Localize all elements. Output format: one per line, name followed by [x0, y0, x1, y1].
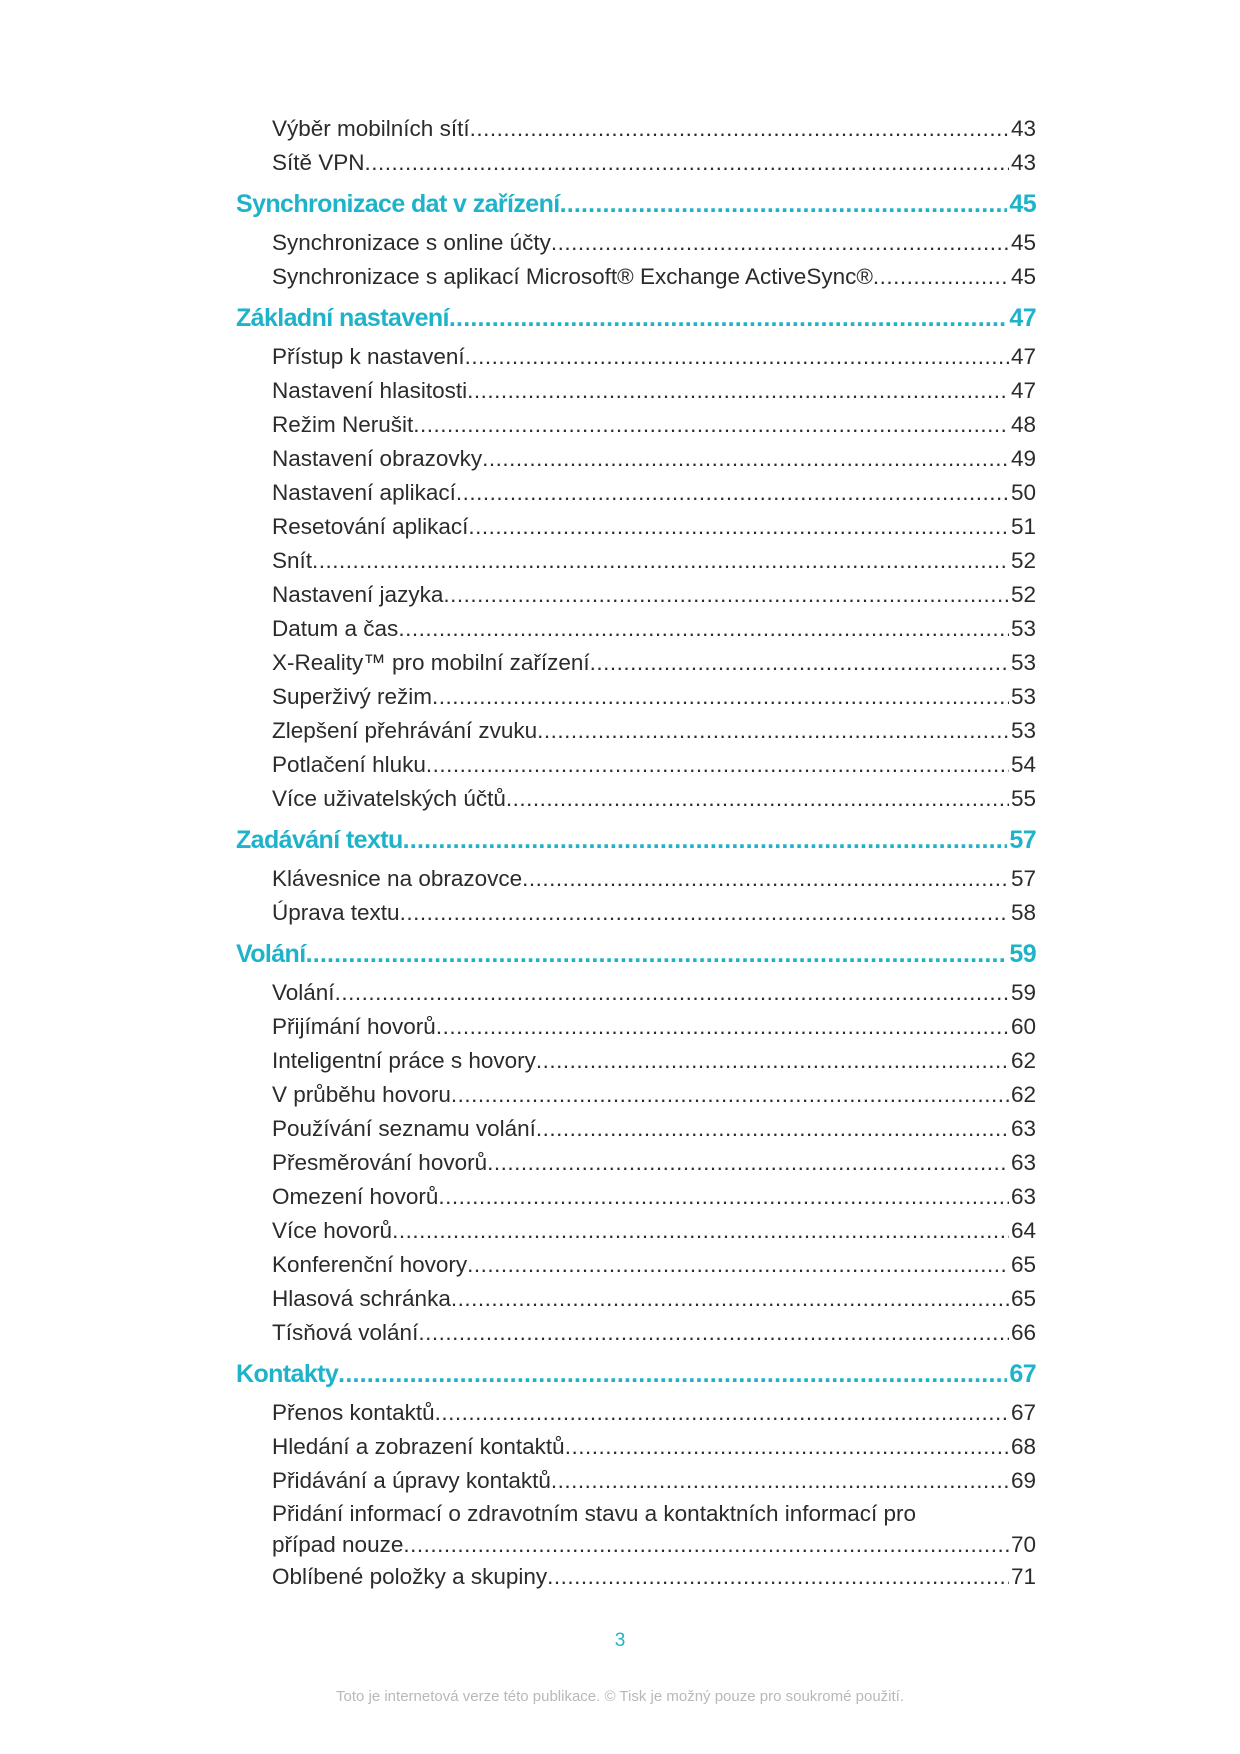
toc-entry-title: Více uživatelských účtů	[272, 786, 506, 811]
toc-entry-title: X-Reality™ pro mobilní zařízení	[272, 650, 590, 675]
toc-entry-page: 52	[1010, 582, 1036, 607]
toc-leader	[438, 1180, 1009, 1214]
toc-entry[interactable]	[272, 782, 1036, 816]
toc-entry-title: Hlasová schránka	[272, 1286, 451, 1311]
toc-entry-title: Hledání a zobrazení kontaktů	[272, 1434, 565, 1459]
toc-leader	[365, 146, 1009, 180]
toc-entry[interactable]	[272, 896, 1036, 930]
toc-leader	[392, 1214, 1009, 1248]
toc-section-title: Základní nastavení	[236, 304, 449, 332]
toc-entry[interactable]	[272, 112, 1036, 146]
toc-entry[interactable]	[272, 646, 1036, 680]
toc-entry-page: 63	[1010, 1150, 1036, 1175]
toc-leader	[451, 1282, 1009, 1316]
toc-entry-title-line1: Přidání informací o zdravotním stavu a kontaktních informací pro	[272, 1501, 917, 1526]
toc-leader	[312, 544, 1009, 578]
toc-entry-page: 54	[1010, 752, 1036, 777]
toc-entry[interactable]	[272, 612, 1036, 646]
toc-entry[interactable]	[272, 544, 1036, 578]
toc-entry-title: Tísňová volání	[272, 1320, 419, 1345]
toc-entry-title: Nastavení obrazovky	[272, 446, 483, 471]
toc-entry-title: Synchronizace s online účty	[272, 230, 551, 255]
toc-entry-title: Používání seznamu volání	[272, 1116, 536, 1141]
toc-entry-page: 62	[1010, 1082, 1036, 1107]
toc-leader	[551, 1464, 1009, 1498]
toc-entry-title: Přijímání hovorů	[272, 1014, 436, 1039]
toc-leader	[413, 408, 1009, 442]
toc-section-page: 47	[1009, 304, 1036, 332]
toc-entry-page: 55	[1010, 786, 1036, 811]
toc-section-page: 67	[1009, 1360, 1036, 1388]
toc-entry[interactable]	[272, 1180, 1036, 1214]
toc-entry-title: Výběr mobilních sítí	[272, 116, 470, 141]
toc-entry-page: 43	[1010, 150, 1036, 175]
toc-entry[interactable]	[272, 578, 1036, 612]
toc-section[interactable]	[236, 932, 1036, 976]
toc-section-title: Volání	[236, 940, 306, 968]
toc-entry-page: 67	[1010, 1400, 1036, 1425]
toc-leader	[426, 748, 1009, 782]
toc-leader	[537, 714, 1009, 748]
toc-entry-title: Volání	[272, 980, 335, 1005]
toc-entry-page: 69	[1010, 1468, 1036, 1493]
toc-entry-page: 70	[1010, 1532, 1036, 1557]
toc-entry-page: 43	[1010, 116, 1036, 141]
toc-entry-page: 52	[1010, 548, 1036, 573]
toc-entry-title: Zlepšení přehrávání zvuku	[272, 718, 538, 743]
toc-entry-page: 57	[1010, 866, 1036, 891]
toc-leader	[547, 1560, 1009, 1594]
toc-entry[interactable]	[272, 510, 1036, 544]
toc-entry-page: 47	[1010, 344, 1036, 369]
toc-entry[interactable]	[272, 1464, 1036, 1498]
toc-entry-title: Oblíbené položky a skupiny	[272, 1564, 548, 1589]
toc-entry-title: Přenos kontaktů	[272, 1400, 435, 1425]
toc-entry[interactable]	[272, 976, 1036, 1010]
toc-entry[interactable]	[272, 714, 1036, 748]
toc-entry-title-line2: případ nouze	[272, 1532, 404, 1557]
toc-section-title: Kontakty	[236, 1360, 339, 1388]
toc-leader	[536, 1044, 1009, 1078]
toc-entry-page: 60	[1010, 1014, 1036, 1039]
toc-entry[interactable]	[272, 1010, 1036, 1044]
toc-leader	[482, 442, 1009, 476]
toc-entry[interactable]	[272, 862, 1036, 896]
toc-entry-title: Resetování aplikací	[272, 514, 469, 539]
toc-entry-page: 53	[1010, 718, 1036, 743]
toc-entry[interactable]	[272, 1396, 1036, 1430]
toc-entry[interactable]	[272, 260, 1036, 294]
page-number: 3	[614, 1630, 626, 1651]
toc-leader	[456, 476, 1009, 510]
toc-entry[interactable]	[272, 146, 1036, 180]
toc-leader	[522, 862, 1009, 896]
toc-section[interactable]	[236, 818, 1036, 862]
toc-entry[interactable]	[272, 442, 1036, 476]
toc-leader	[403, 1529, 1009, 1560]
toc-entry-title: Nastavení hlasitosti	[272, 378, 468, 403]
toc-section[interactable]	[236, 296, 1036, 340]
toc-entry-title: Synchronizace s aplikací Microsoft® Exchange ActiveSync®	[272, 264, 873, 289]
toc-leader	[338, 1352, 1007, 1396]
toc-leader	[403, 818, 1008, 862]
toc-entry[interactable]	[272, 1044, 1036, 1078]
toc-section[interactable]	[236, 1352, 1036, 1396]
toc-entry-page: 48	[1010, 412, 1036, 437]
toc-entry[interactable]	[272, 1430, 1036, 1464]
toc-leader	[449, 296, 1007, 340]
toc-entry-page: 64	[1010, 1218, 1036, 1243]
toc-entry-title: Inteligentní práce s hovory	[272, 1048, 536, 1073]
toc-leader	[436, 1010, 1009, 1044]
toc-entry-title: Nastavení jazyka	[272, 582, 444, 607]
toc-entry-page: 71	[1010, 1564, 1036, 1589]
toc-leader	[465, 340, 1009, 374]
toc-section-page: 59	[1009, 940, 1036, 968]
toc-entry-page: 53	[1010, 616, 1036, 641]
toc-entry-page: 53	[1010, 684, 1036, 709]
toc-entry-page: 68	[1010, 1434, 1036, 1459]
toc-entry-title: Více hovorů	[272, 1218, 393, 1243]
toc-entry-title: Klávesnice na obrazovce	[272, 866, 523, 891]
toc-leader	[467, 374, 1009, 408]
toc-entry-title: Přesměrování hovorů	[272, 1150, 488, 1175]
toc-entry-title: Datum a čas	[272, 616, 399, 641]
toc-section-page: 45	[1009, 190, 1036, 218]
toc-entry-title: Režim Nerušit	[272, 412, 414, 437]
toc-entry-page: 63	[1010, 1184, 1036, 1209]
toc-entry[interactable]	[272, 1560, 1036, 1594]
toc-leader	[443, 578, 1009, 612]
toc-entry[interactable]	[272, 1498, 1036, 1560]
toc-entry[interactable]	[272, 1146, 1036, 1180]
toc-entry-page: 66	[1010, 1320, 1036, 1345]
toc-leader	[400, 896, 1009, 930]
toc-entry-title: V průběhu hovoru	[272, 1082, 451, 1107]
toc-entry-page: 47	[1010, 378, 1036, 403]
toc-entry[interactable]	[272, 748, 1036, 782]
toc-section-title: Synchronizace dat v zařízení	[236, 190, 560, 218]
toc-section[interactable]	[236, 182, 1036, 226]
toc-entry-title: Přístup k nastavení	[272, 344, 465, 369]
toc-leader	[468, 510, 1009, 544]
toc-leader	[551, 226, 1009, 260]
toc-leader	[467, 1248, 1009, 1282]
toc-leader	[873, 260, 1009, 294]
toc-leader	[335, 976, 1009, 1010]
toc-entry[interactable]	[272, 1214, 1036, 1248]
toc-leader	[451, 1078, 1009, 1112]
toc-leader	[435, 1396, 1009, 1430]
toc-entry-title: Potlačení hluku	[272, 752, 426, 777]
toc-entry-page: 65	[1010, 1252, 1036, 1277]
toc-entry-page: 59	[1010, 980, 1036, 1005]
toc-leader	[398, 612, 1009, 646]
toc-leader	[306, 932, 1008, 976]
toc-entry-title: Přidávání a úpravy kontaktů	[272, 1468, 551, 1493]
toc-entry[interactable]	[272, 1112, 1036, 1146]
toc-leader	[506, 782, 1009, 816]
toc-entry-page: 65	[1010, 1286, 1036, 1311]
toc-entry-title: Konferenční hovory	[272, 1252, 468, 1277]
toc-leader	[590, 646, 1009, 680]
toc-entry-title: Omezení hovorů	[272, 1184, 439, 1209]
toc-leader	[560, 182, 1008, 226]
toc-entry[interactable]	[272, 1078, 1036, 1112]
toc-leader	[418, 1316, 1009, 1350]
toc-entry-title: Superživý režim	[272, 684, 433, 709]
toc-entry[interactable]	[272, 1316, 1036, 1350]
toc-section-page: 57	[1009, 826, 1036, 854]
toc-entry-title: Úprava textu	[272, 900, 400, 925]
toc-entry-title: Sítě VPN	[272, 150, 365, 175]
toc-entry-page: 50	[1010, 480, 1036, 505]
toc-entry[interactable]	[272, 680, 1036, 714]
toc-entry-page: 58	[1010, 900, 1036, 925]
toc-entry-page: 53	[1010, 650, 1036, 675]
toc-leader	[487, 1146, 1009, 1180]
footer-note: Toto je internetová verze této publikace. © Tisk je možný pouze pro soukromé použití.	[335, 1688, 904, 1705]
table-of-contents	[236, 112, 1036, 1594]
toc-entry-page: 63	[1010, 1116, 1036, 1141]
toc-entry[interactable]	[272, 1282, 1036, 1316]
toc-entry-page: 62	[1010, 1048, 1036, 1073]
toc-entry[interactable]	[272, 226, 1036, 260]
toc-entry-page: 51	[1010, 514, 1036, 539]
toc-entry-page: 45	[1010, 264, 1036, 289]
toc-entry[interactable]	[272, 1248, 1036, 1282]
toc-entry[interactable]	[272, 408, 1036, 442]
toc-leader	[470, 112, 1009, 146]
toc-entry[interactable]	[272, 340, 1036, 374]
toc-entry-title: Snít	[272, 548, 313, 573]
toc-entry[interactable]	[272, 374, 1036, 408]
toc-entry-page: 49	[1010, 446, 1036, 471]
toc-leader	[565, 1430, 1009, 1464]
toc-leader	[536, 1112, 1009, 1146]
toc-entry[interactable]	[272, 476, 1036, 510]
toc-entry-page: 45	[1010, 230, 1036, 255]
toc-leader	[432, 680, 1009, 714]
toc-entry-title: Nastavení aplikací	[272, 480, 456, 505]
toc-section-title: Zadávání textu	[236, 826, 403, 854]
